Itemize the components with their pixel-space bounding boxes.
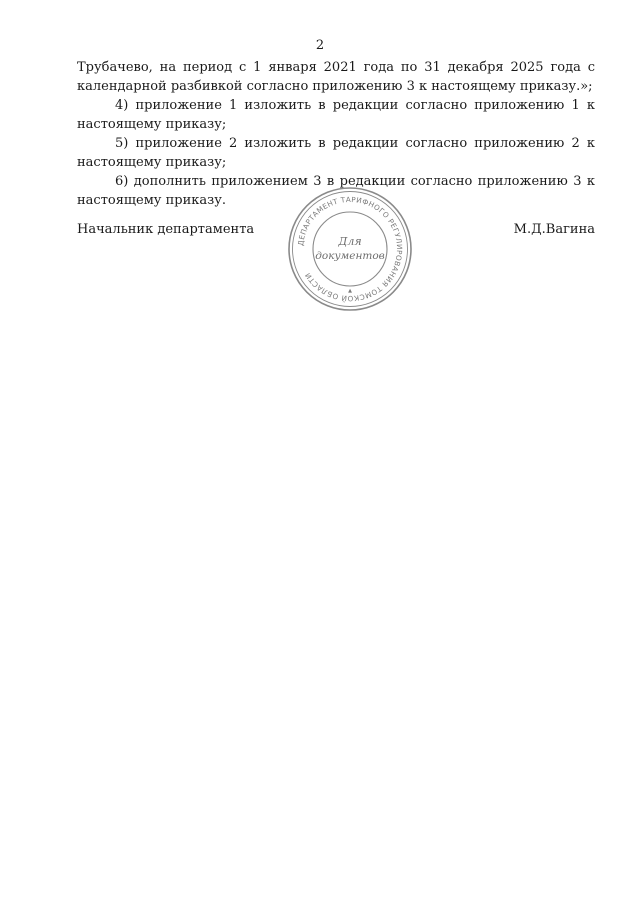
paragraph-item-6: 6) дополнить приложением 3 в редакции согласно приложению 3 к настоящему приказу.	[77, 174, 595, 208]
seal-center-text-line1: Для	[338, 235, 362, 248]
signatory-name: М.Д.Вагина	[513, 222, 595, 237]
signatory-position: Начальник департамента	[77, 222, 255, 237]
seal-center-text-line2: документов	[315, 250, 385, 262]
paragraph-item-5: 5) приложение 2 изложить в редакции согласно приложению 2 к настоящему приказу;	[77, 136, 595, 170]
seal-star-mark: ▲	[348, 288, 352, 294]
seal-ring-text: ДЕПАРТАМЕНТ ТАРИФНОГО РЕГУЛИРОВАНИЯ ТОМСКОЙ ОБЛАСТИ	[296, 194, 405, 304]
paragraph-item-4: 4) приложение 1 изложить в редакции согласно приложению 1 к настоящему приказу;	[77, 98, 595, 132]
official-seal-stamp	[287, 186, 413, 312]
seal-inner-ring	[313, 212, 387, 286]
page-number: 2	[315, 38, 325, 53]
paragraph-continuation: Трубачево, на период с 1 января 2021 года по 31 декабря 2025 года с календарной разбивкой согласно приложению 3 к настоящему приказу.»;	[77, 60, 595, 94]
